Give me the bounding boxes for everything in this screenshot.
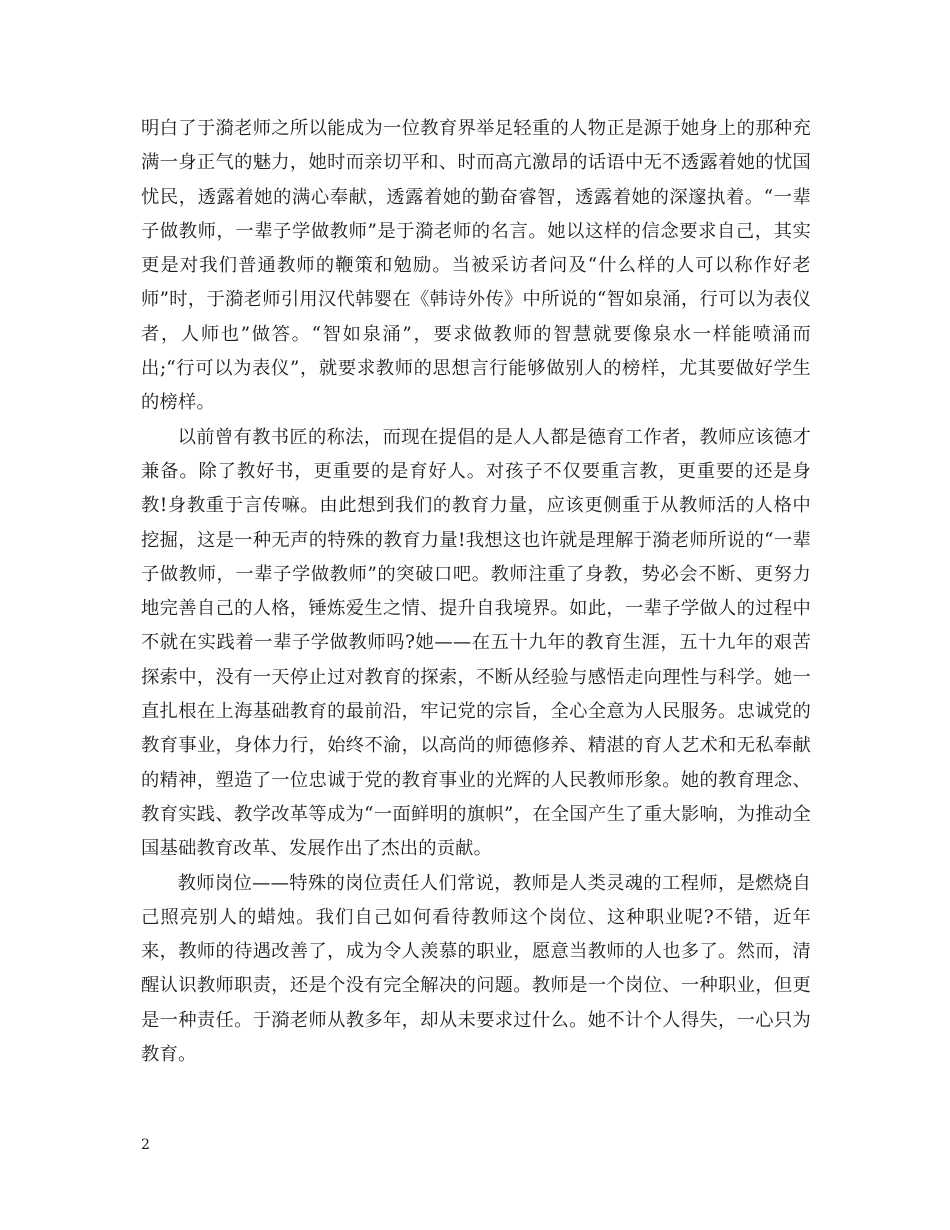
body-text (141, 112, 811, 1072)
page-number: 2 (141, 1137, 150, 1153)
paragraph-3: 教师岗位——特殊的岗位责任人们常说，教师是人类灵魂的工程师，是燃烧自己照亮别人的蜡烛。我们自己如何看待教师这个岗位、这种职业呢?不错，近年来，教师的待遇改善了，成为令人羡慕的职业，愿意当教师的人也多了。然而，清醒认识教师职责，还是个没有完全解决的问题。教师是一个岗位、一种职业，但更是一种责任。于漪老师从教多年，却从未要求过什么。她不计个人得失，一心只为教育。 (141, 872, 811, 1066)
paragraph-1: 明白了于漪老师之所以能成为一位教育界举足轻重的人物正是源于她身上的那种充满一身正气的魅力，她时而亲切平和、时而高亢激昂的话语中无不透露着她的忧国忧民，透露着她的满心奉献，透露着她的勤奋睿智，透露着她的深邃执着。“一辈子做教师，一辈子学做教师”是于漪老师的名言。她以这样的信念要求自己，其实更是对我们普通教师的鞭策和勉励。当被采访者问及“什么样的人可以称作好老师”时，于漪老师引用汉代韩婴在《韩诗外传》中所说的“智如泉涌，行可以为表仪者，人师也”做答。“智如泉涌”，要求做教师的智慧就要像泉水一样能喷涌而出;“行可以为表仪”，就要求教师的思想言行能够做别人的榜样，尤其要做好学生的榜样。 (141, 118, 811, 414)
paragraph-2: 以前曾有教书匠的称法，而现在提倡的是人人都是德育工作者，教师应该德才兼备。除了教好书，更重要的是育好人。对孩子不仅要重言教，更重要的还是身教!身教重于言传嘛。由此想到我们的教育力量，应该更侧重于从教师活的人格中挖掘，这是一种无声的特殊的教育力量!我想这也许就是理解于漪老师所说的“一辈子做教师，一辈子学做教师”的突破口吧。教师注重了身教，势必会不断、更努力地完善自己的人格，锤炼爱生之情、提升自我境界。如此，一辈子学做人的过程中不就在实践着一辈子学做教师吗?她——在五十九年的教育生涯，五十九年的艰苦探索中，没有一天停止过对教育的探索，不断从经验与感悟走向理性与科学。她一直扎根在上海基础教育的最前沿，牢记党的宗旨，全心全意为人民服务。忠诚党的教育事业，身体力行，始终不渝，以高尚的师德修养、精湛的育人艺术和无私奉献的精神，塑造了一位忠诚于党的教育事业的光辉的人民教师形象。她的教育理念、教育实践、教学改革等成为“一面鲜明的旗帜”，在全国产生了重大影响，为推动全国基础教育改革、发展作出了杰出的贡献。 (141, 426, 811, 860)
